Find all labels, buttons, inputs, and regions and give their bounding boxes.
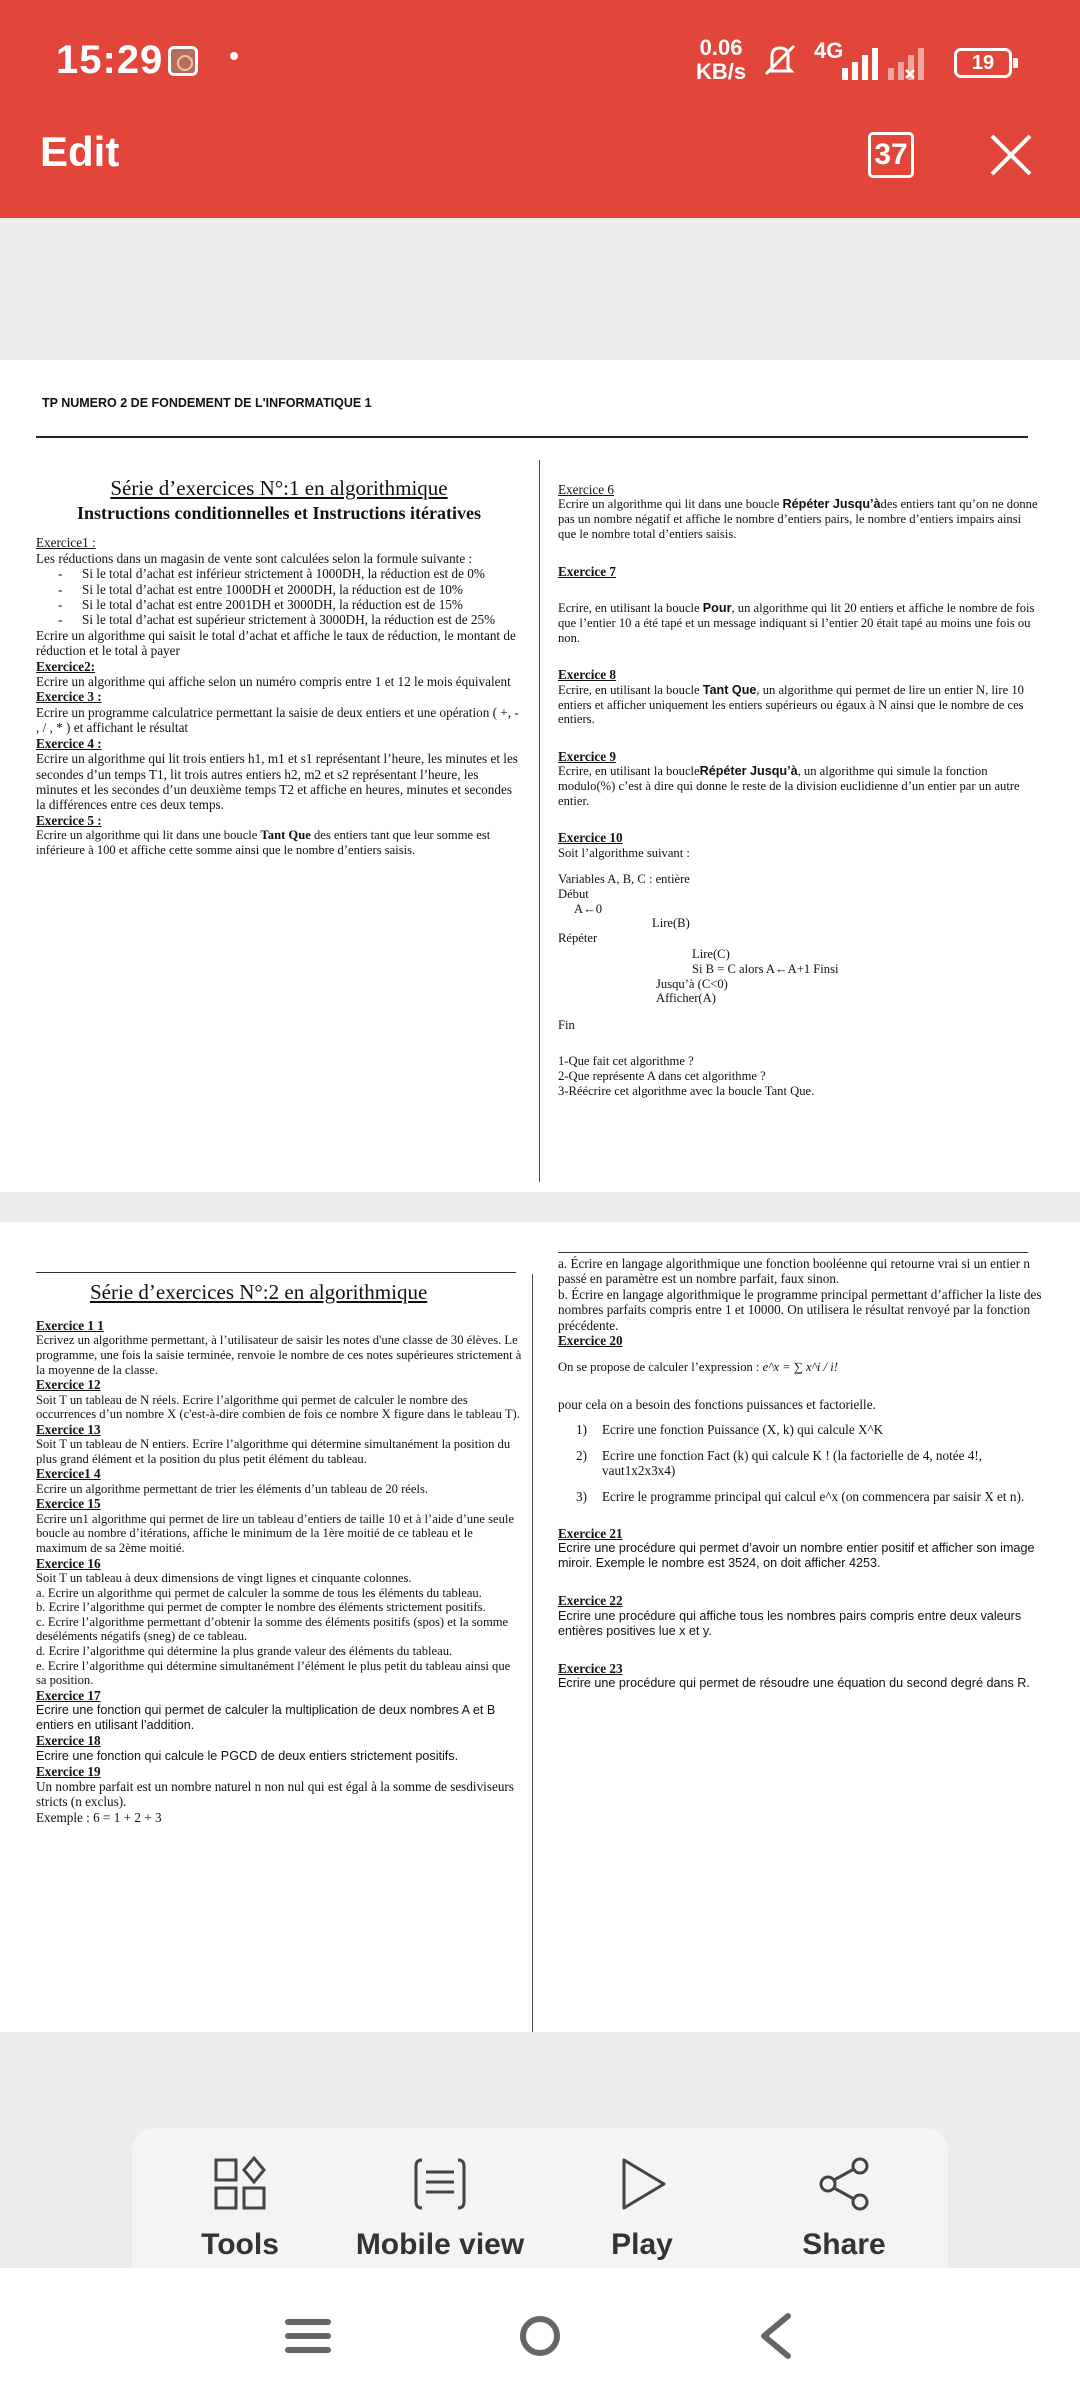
share-label: Share [802, 2228, 886, 2261]
exercise-title: Exercice 5 : [36, 812, 102, 828]
exercise-title: Exercice 20 [558, 1333, 623, 1349]
list-document-icon [412, 2156, 468, 2212]
exercise-text: Ecrire un algorithme qui saisit le total d’achat et affiche le taux de réduction, le montant de réduction et le total à payer [36, 627, 516, 659]
system-nav-bar [0, 2268, 1080, 2400]
text-run: Ecrire, en utilisant la boucle [558, 601, 703, 615]
exercise-text [558, 683, 1040, 727]
exercise-title: Exercice 18 [36, 1733, 101, 1749]
exercise-title: Exercice 19 [36, 1763, 101, 1779]
text-run: , un algorithme qui permet de lire un entier N, lire 10 entiers et afficher uniquement les entiers supérieurs ou égaux à N ainsi que le nombre de ces entiers. [558, 682, 1024, 727]
algo-line: Début [558, 886, 589, 901]
doc-header: TP NUMERO 2 DE FONDEMENT DE L'INFORMATIQUE 1 [42, 396, 372, 410]
exercise-text: Ecrire une procédure qui affiche tous les nombres pairs compris entre deux valeurs entières positives lue x et y. [558, 1608, 1022, 1638]
exercise-text [36, 828, 522, 857]
exercise-text: a. Ecrire un algorithme qui permet de calculer la somme de tous les éléments du tableau. [36, 1585, 482, 1600]
algorithm-block [558, 872, 1040, 1032]
exercise-title: Exercice 12 [36, 1377, 101, 1393]
question: 1-Que fait cet algorithme ? [558, 1054, 694, 1069]
divider [558, 1252, 1028, 1253]
algo-line: Lire(C) [692, 947, 730, 962]
network-type-label: 4G [814, 38, 844, 63]
exercise-text [558, 764, 1040, 808]
signal-icon [842, 42, 932, 82]
exercise-text: Ecrivez un algorithme permettant, à l’utilisateur de saisir les notes d'une classe de 30 élèves. Le programme, une fois la saisie terminée, renvoie le nombre de ces notes supérieures strictement à la moyenne de la classe. [36, 1333, 522, 1377]
algo-line: A←0 [574, 901, 602, 916]
page-count-button[interactable]: 37 [868, 132, 914, 178]
mobile-view-label: Mobile view [355, 2228, 525, 2261]
close-icon[interactable] [986, 130, 1036, 180]
exercise-text: Exemple : 6 = 1 + 2 + 3 [36, 1809, 162, 1825]
exercise-title: Exercice 16 [36, 1555, 101, 1571]
app-notification-icon [168, 46, 198, 76]
text-run: Ecrire, en utilisant la boucle [558, 764, 700, 779]
text-run: Ecrire un algorithme qui lit dans une boucle [36, 828, 261, 843]
exercise-text: c. Ecrire l’algorithme permettant d’obtenir la somme des éléments positifs (spos) et la somme deséléments négatifs (sneg) de ce tableau. [36, 1614, 509, 1644]
page-title: Edit [40, 128, 120, 175]
text-run: des entiers tant que leur somme est inférieure à 100 et affiche cette somme ainsi que le nombre d’entiers saisis. [36, 828, 491, 857]
exercise-title: Exercice 9 [558, 748, 616, 764]
exercise-text: Ecrire une procédure qui permet d’avoir un nombre entier positif et afficher son image miroir. Exemple le nombre est 3524, on doit afficher 4253. [558, 1541, 1035, 1571]
back-icon[interactable] [746, 2306, 806, 2366]
battery-indicator: 19 [954, 48, 1012, 78]
exercise-title: Exercice 15 [36, 1496, 101, 1512]
home-icon[interactable] [510, 2306, 570, 2366]
algo-line: Fin [558, 1017, 575, 1032]
list-item: - Si le total d’achat est entre 2001DH et 3000DH, la réduction est de 15% [82, 597, 522, 612]
exercise-title: Exercice 17 [36, 1687, 101, 1703]
status-time: 15:29 [56, 38, 164, 82]
text-run: Ecrire un algorithme qui lit dans une boucle [558, 497, 783, 512]
tools-label: Tools [201, 2228, 279, 2261]
algo-line: Si B = C alors A←A+1 Finsi [692, 961, 839, 976]
exercise-text: d. Ecrire l’algorithme qui détermine la plus grande valeur des éléments du tableau. [36, 1643, 453, 1658]
page2-right-column [558, 1256, 1044, 1691]
exercise-text: Ecrire un algorithme qui lit trois entiers h1, m1 et s1 représentant l’heure, les minutes et les secondes d’un temps T1, lit trois autres entiers h2, m2 et s2 représentant l’heure, les minutes et les secondes d’un deuxième temps T2 et affiche en heures, minutes et secondes la différences entre ces deux temps. [36, 751, 518, 813]
exercise-text: e. Ecrire l’algorithme qui détermine simultanément l’élément le plus petit du tableau ainsi que sa position. [36, 1658, 511, 1688]
exercise-title: Exercice 6 [558, 482, 615, 497]
divider [36, 1272, 516, 1273]
notification-dot-icon [230, 52, 238, 60]
question: 2-Que représente A dans cet algorithme ? [558, 1068, 766, 1083]
exercise-title: Exercice 10 [558, 830, 623, 846]
exercise-title: Exercice1 4 [36, 1466, 101, 1482]
exercise-title: Exercice 1 1 [36, 1318, 104, 1333]
exercise-text: Soit T un tableau de N réels. Ecrire l’algorithme qui permet de calculer le nombre des occurrences d’un nombre X (c'est-à-dire combien de fois ce nombre X figure dans le tableau T). [36, 1392, 520, 1422]
text-run: Ecrire, en utilisant la boucle [558, 682, 703, 697]
page1-left-column [36, 460, 522, 857]
serie-subtitle: Instructions conditionnelles et Instructions itératives [77, 503, 481, 523]
app-bar [0, 0, 1080, 218]
network-speed [696, 36, 746, 84]
list-number: 2) [576, 1447, 587, 1463]
exercise-text: Ecrire un1 algorithme qui permet de lire un tableau d’entiers de taille 10 et à l’aide d’une seule boucle au nombre d’itérations, affiche le minimum de la 1ère moitié de ce tableau et le maximum de sa 2ème moitié. [36, 1511, 515, 1555]
algo-line: Répéter [558, 930, 598, 945]
list-item [576, 1448, 1044, 1479]
exercise-text [558, 1360, 1044, 1375]
exercise-text: pour cela on a besoin des fonctions puissances et factorielle. [558, 1397, 876, 1413]
list-item [576, 1489, 1044, 1504]
menu-icon[interactable] [278, 2306, 338, 2366]
exercise-title: Exercice 4 : [36, 735, 102, 751]
text-run: des entiers tant qu’on ne donne pas un nombre négatif et affiche le nombre d’entiers pairs, le nombre d’entiers impairs ainsi que le nombre total d’entiers saisis. [558, 497, 1038, 541]
exercise-text: b. Écrire en langage algorithmique le programme principal permettant d’afficher la liste des nombres parfaits compris entre 1 et 10000. On utilisera le résultat renvoyé par la fonction précédente. [558, 1286, 1042, 1333]
exercise-text [558, 497, 1040, 541]
exercise-text: b. Ecrire l’algorithme qui permet de compter le nombre des éléments strictement positifs. [36, 1600, 486, 1615]
list-item [576, 1422, 1044, 1437]
algo-line: Afficher(A) [656, 991, 716, 1006]
function-list [558, 1422, 1044, 1504]
algo-line: Variables A, B, C : entière [558, 872, 690, 887]
exercise-title: Exercice2: [36, 658, 96, 674]
list-number: 3) [576, 1488, 587, 1504]
serie-title: Série d’exercices N°:2 en algorithmique [90, 1280, 428, 1304]
reduction-list [36, 566, 522, 628]
divider [36, 436, 1028, 438]
exercise-title: Exercice 23 [558, 1660, 623, 1676]
network-speed-value: 0.06 [699, 35, 743, 60]
exercise-title: Exercice 22 [558, 1593, 623, 1609]
page1-right-column [558, 482, 1040, 1098]
column-divider [532, 1274, 533, 2032]
list-text: Ecrire une fonction Fact (k) qui calcule K ! (la factorielle de 4, notée 4!, vaut1x2x3x4) [602, 1447, 983, 1479]
network-speed-unit: KB/s [696, 59, 747, 84]
play-icon [614, 2156, 670, 2212]
exercise-title: Exercice 13 [36, 1421, 101, 1437]
play-label: Play [611, 2228, 673, 2261]
mute-icon [760, 40, 800, 80]
exercise-title: Exercice 21 [558, 1526, 623, 1542]
text-run: On se propose de calculer l’expression : [558, 1360, 760, 1375]
list-item: - Si le total d’achat est supérieur strictement à 3000DH, la réduction est de 25% [82, 612, 522, 627]
exercise-text: Ecrire un programme calculatrice permettant la saisie de deux entiers et une opération ( +, - , / , * ) et affichant le résultat [36, 704, 519, 736]
exercise-title: Exercice1 : [36, 535, 96, 551]
document-page-1[interactable] [0, 360, 1080, 1192]
exercise-title: Exercice 3 : [36, 689, 102, 705]
exercise-text: Un nombre parfait est un nombre naturel n non nul qui est égal à la somme de sesdiviseurs stricts (n exclus). [36, 1778, 514, 1810]
algo-line: Jusqu’à (C<0) [656, 976, 728, 991]
list-item: - Si le total d’achat est entre 1000DH et 2000DH, la réduction est de 10% [82, 582, 522, 597]
exercise-text: Soit T un tableau à deux dimensions de vingt lignes et cinquante colonnes. [36, 1570, 412, 1585]
exercise-text: Ecrire un algorithme permettant de trier les éléments d’un tableau de 20 réels. [36, 1481, 428, 1496]
text-run: , un algorithme qui lit 20 entiers et affiche le nombre de fois que l’entier 10 a été tapé et un message indiquant si l’entier 20 était tapé au moins une fois ou non. [558, 601, 1035, 645]
exercise-text: Ecrire une procédure qui permet de résoudre une équation du second degré dans R. [558, 1676, 1030, 1691]
grid-diamond-icon [212, 2156, 268, 2212]
list-text: Ecrire le programme principal qui calcul e^x (on commencera par saisir X et n). [602, 1488, 1025, 1504]
exercise-text: Soit T un tableau de N entiers. Ecrire l’algorithme qui détermine simultanément la position du plus grand élément et la position du plus petit élément du tableau. [36, 1437, 511, 1466]
exercise-text [558, 601, 1040, 645]
share-icon [816, 2156, 872, 2212]
exercise-title: Exercice 8 [558, 667, 616, 683]
document-page-2[interactable] [0, 1222, 1080, 2032]
text-run-bold: Pour [702, 601, 732, 615]
list-text: Ecrire une fonction Puissance (X, k) qui calcule X^K [602, 1422, 884, 1438]
exercise-text: Ecrire une fonction qui permet de calculer la multiplication de deux nombres A et B entiers en utilisant l’addition. [36, 1703, 496, 1733]
exercise-text: Ecrire un algorithme qui affiche selon un numéro compris entre 1 et 12 le mois équivalent [36, 674, 511, 690]
text-run-bold: Répéter Jusqu’à [782, 497, 881, 512]
algo-line: Lire(B) [652, 916, 690, 931]
exercise-text: a. Écrire en langage algorithmique une fonction booléenne qui retourne vrai si un entier n passé en paramètre est un nombre parfait, faux sinon. [558, 1256, 1031, 1287]
exercise-text: Soit l’algorithme suivant : [558, 845, 690, 860]
formula: e^x = ∑ x^i / i! [762, 1360, 838, 1375]
page2-left-column [36, 1278, 522, 1825]
exercise-text: Les réductions dans un magasin de vente sont calculées selon la formule suivante : [36, 550, 473, 566]
list-item: - Si le total d’achat est inférieur strictement à 1000DH, la réduction est de 0% [82, 566, 522, 581]
text-run: , un algorithme qui simule la fonction modulo(%) c’est à dire qui donne le reste de la division euclidienne d’un entier par un autre entier. [558, 764, 1020, 808]
serie-title: Série d’exercices N°:1 en algorithmique [110, 476, 448, 500]
exercise-text: Ecrire une fonction qui calcule le PGCD de deux entiers strictement positifs. [36, 1748, 459, 1763]
text-run-bold: Répéter Jusqu’à [699, 764, 798, 779]
text-run-bold: Tant Que [260, 828, 311, 843]
text-run-bold: Tant Que [702, 682, 757, 697]
exercise-title: Exercice 7 [558, 563, 616, 579]
column-divider [539, 460, 540, 1182]
list-number: 1) [576, 1422, 587, 1438]
question: 3-Réécrire cet algorithme avec la boucle Tant Que. [558, 1083, 815, 1098]
